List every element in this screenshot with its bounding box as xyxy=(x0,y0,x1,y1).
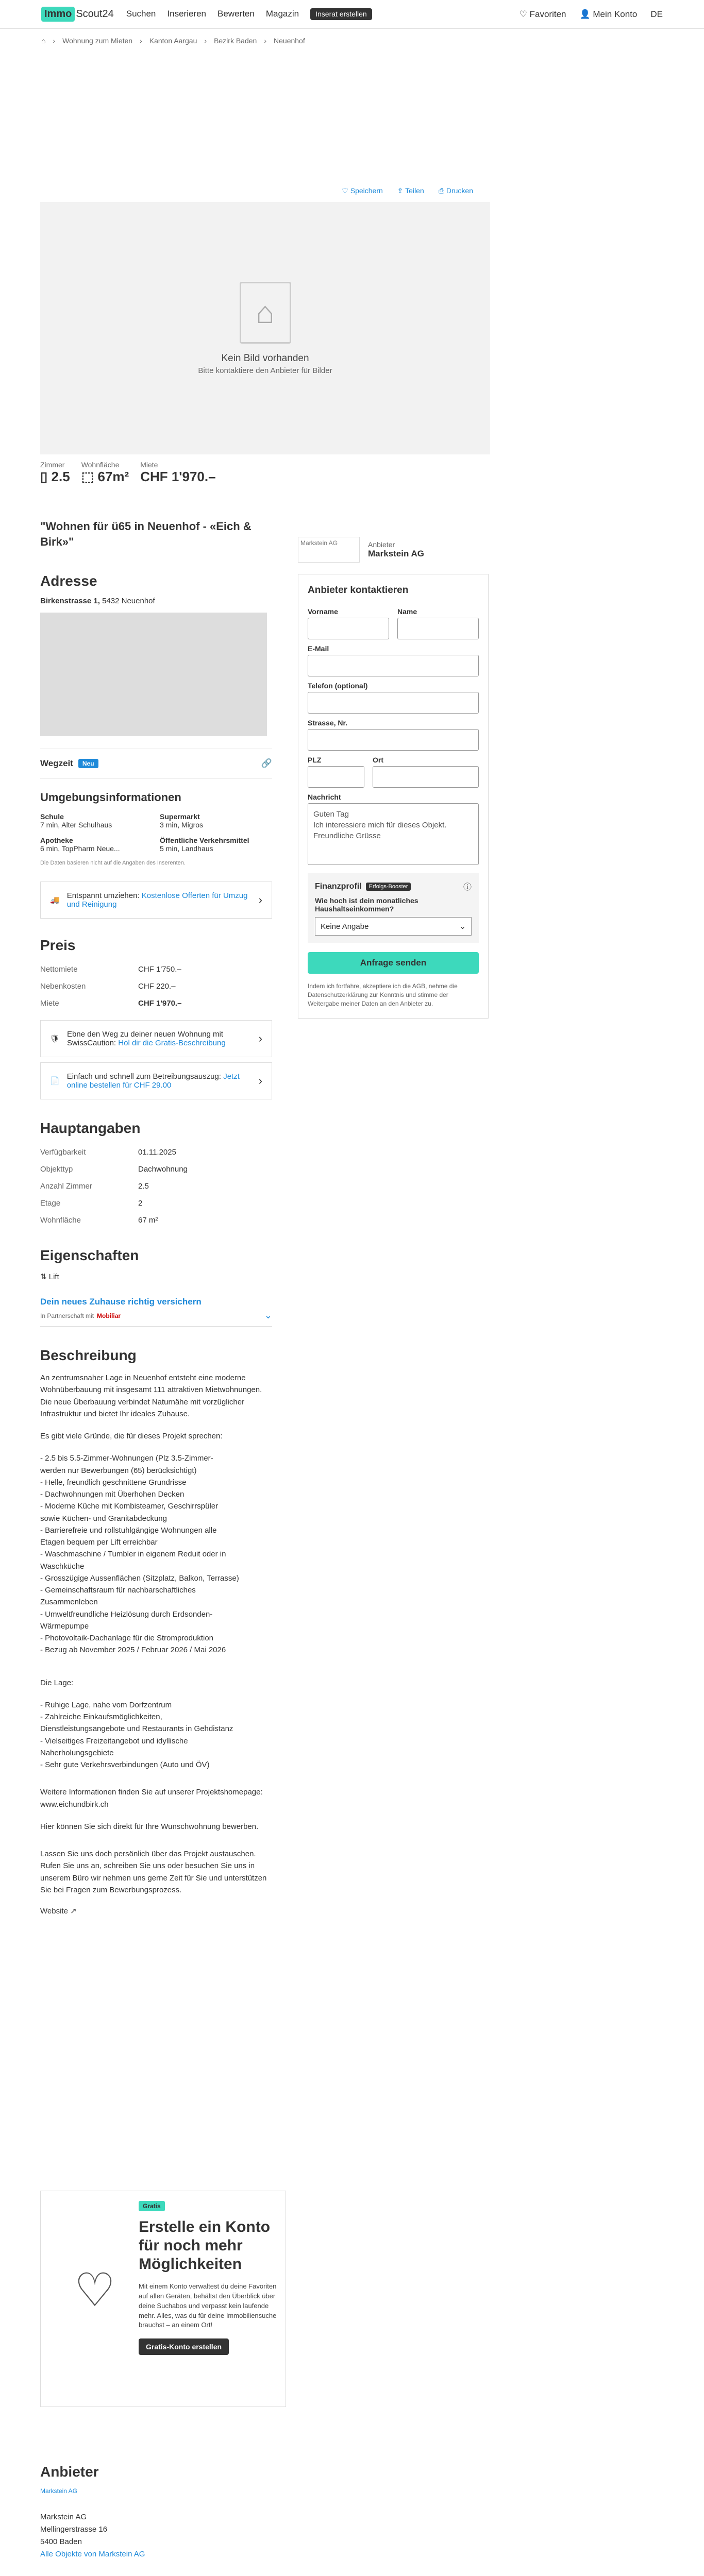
key-facts xyxy=(40,461,216,485)
feature-label: Lift xyxy=(48,1273,59,1281)
save-label: Speichern xyxy=(350,187,383,195)
street-input[interactable] xyxy=(308,729,479,751)
link-icon[interactable]: 🔗 xyxy=(261,758,272,768)
description-paragraph: Hier können Sie sich direkt für Ihre Wunschwohnung bewerben. xyxy=(40,1822,259,1831)
description-paragraph: Es gibt viele Gründe, die für dieses Projekt sprechen: xyxy=(40,1432,223,1440)
left-column xyxy=(40,573,272,1916)
promo-title: Erstelle ein Konto für noch mehr Möglichkeiten xyxy=(139,2218,271,2273)
details-key: Anzahl Zimmer xyxy=(40,1182,92,1191)
new-badge: Neu xyxy=(78,759,98,768)
debt-extract-link[interactable]: Jetzt online bestellen für CHF 29.00 xyxy=(66,1072,240,1090)
price-value: CHF 220.– xyxy=(138,982,176,991)
rooms-fact xyxy=(40,461,70,485)
house-placeholder-icon: ⌂ xyxy=(240,282,291,344)
surrounding-value: 6 min, TopPharm Neue... xyxy=(40,844,120,853)
details-value: 01.11.2025 xyxy=(138,1148,176,1157)
price-key: Nebenkosten xyxy=(40,982,86,991)
create-account-button[interactable]: Gratis-Konto erstellen xyxy=(139,2338,229,2355)
swisscaution-link[interactable]: Hol dir die Gratis-Beschreibung xyxy=(118,1039,226,1047)
surrounding-value: 7 min, Alter Schulhaus xyxy=(40,821,112,829)
top-header xyxy=(0,0,704,29)
provider-section xyxy=(40,2464,288,2576)
phone-input[interactable] xyxy=(308,692,479,714)
name-row xyxy=(308,602,479,639)
chevron-right-icon: › xyxy=(258,1074,262,1087)
description-list-line: - Grosszügige Aussenflächen (Sitzplatz, Balkon, Terrasse) xyxy=(40,1573,239,1583)
moving-link[interactable]: Kostenlose Offerten für Umzug und Reinigung xyxy=(66,891,248,909)
city-label: Ort xyxy=(373,756,383,764)
shield-icon: 🛡 xyxy=(50,1035,60,1043)
price-row xyxy=(40,995,272,1012)
document-icon: 📄 xyxy=(50,1077,60,1086)
details-key: Etage xyxy=(40,1199,61,1208)
provider-all-listings-link[interactable]: Alle Objekte von Markstein AG xyxy=(40,2550,145,2558)
last-name-input[interactable] xyxy=(397,618,479,639)
external-link-icon: ↗ xyxy=(70,1907,77,1916)
description-list-line: - Ruhige Lage, nahe vom Dorfzentrum xyxy=(40,1700,172,1709)
description-list-line: werden nur Bewerbungen (65) berücksichtigt) xyxy=(40,1466,197,1475)
description-list-line: - Bezug ab November 2025 / Februar 2026 / Mai 2026 xyxy=(40,1646,226,1655)
main-details-heading: Hauptangaben xyxy=(40,1120,141,1136)
details-key: Objekttyp xyxy=(40,1165,73,1174)
price-value: CHF 1'970.– xyxy=(138,999,182,1008)
swisscaution-card[interactable] xyxy=(40,1020,272,1057)
price-heading: Preis xyxy=(40,937,76,953)
breadcrumb-item[interactable]: Wohnung zum Mieten xyxy=(62,37,133,45)
favorites-link[interactable]: ♡ Favoriten xyxy=(519,9,566,19)
details-row xyxy=(40,1212,272,1229)
description-list xyxy=(40,1452,272,1656)
logo[interactable] xyxy=(41,7,114,22)
zip-label: PLZ xyxy=(308,756,322,764)
favorites-label: Favoriten xyxy=(529,9,566,19)
surrounding-value: 3 min, Migros xyxy=(160,821,204,829)
nav-search[interactable]: Suchen xyxy=(126,9,156,19)
zip-group xyxy=(308,751,364,788)
area-fact xyxy=(81,461,129,485)
last-name-group xyxy=(397,602,479,639)
zip-row xyxy=(308,751,479,788)
finance-header xyxy=(315,880,472,892)
header-right xyxy=(519,9,663,20)
details-value: 67 m² xyxy=(138,1216,158,1225)
surrounding-item xyxy=(40,812,153,829)
income-select[interactable] xyxy=(315,917,472,936)
details-key: Wohnfläche xyxy=(40,1216,81,1225)
last-name-label: Name xyxy=(397,607,417,616)
income-question: Wie hoch ist dein monatliches Haushaltseinkommen? xyxy=(315,896,418,913)
breadcrumb: ⌂ › Wohnung zum Mieten › Kanton Aargau › Bezirk Baden › Neuenhof xyxy=(41,37,305,45)
debt-extract-text-wrap xyxy=(67,1072,252,1090)
share-label: Teilen xyxy=(405,187,424,195)
description-list-line: Zusammenleben xyxy=(40,1598,98,1607)
description-list-line: - Sehr gute Verkehrsverbindungen (Auto und ÖV) xyxy=(40,1760,210,1769)
area-value-wrap xyxy=(81,469,129,485)
provider-city: 5400 Baden xyxy=(40,2537,82,2546)
account-link[interactable]: 👤 Mein Konto xyxy=(579,9,638,19)
email-input[interactable] xyxy=(308,655,479,676)
insurance-sub xyxy=(40,1310,272,1321)
insurance-partner: Mobiliar xyxy=(97,1312,121,1319)
provider-address xyxy=(40,2511,288,2561)
address-street: Birkenstrasse 1, xyxy=(40,597,100,605)
swisscaution-text: Ebne den Weg zu deiner neuen Wohnung mit SwissCaution: xyxy=(67,1030,224,1047)
listing-title: "Wohnen für ü65 in Neuenhof - «Eich & Birk»" xyxy=(40,520,252,548)
logo-box: Immo xyxy=(41,7,75,22)
surrounding-title: Supermarkt xyxy=(160,812,200,821)
share-button[interactable]: ⇪ Teilen xyxy=(397,187,424,195)
provider-logo[interactable]: Markstein AG xyxy=(40,2487,78,2495)
advertiser-name: Markstein AG xyxy=(368,549,424,558)
surrounding-item xyxy=(160,812,272,829)
chevron-down-icon: ⌄ xyxy=(459,922,466,931)
feature-item xyxy=(40,1272,272,1281)
description-list-line: - Umweltfreundliche Heizlösung durch Erdsonden- xyxy=(40,1609,213,1619)
moving-text-wrap xyxy=(67,891,252,909)
door-icon: ▯ xyxy=(40,469,52,484)
logo-text: Scout24 xyxy=(76,8,114,20)
details-row xyxy=(40,1195,272,1212)
nav-advertise[interactable]: Inserieren xyxy=(167,9,207,19)
price-key: Nettomiete xyxy=(40,965,78,974)
surroundings-grid xyxy=(40,812,272,853)
details-key: Verfügbarkeit xyxy=(40,1148,86,1157)
account-label: Mein Konto xyxy=(593,9,638,19)
nav-magazine[interactable]: Magazin xyxy=(265,9,299,19)
description-list-line: - 2.5 bis 5.5-Zimmer-Wohnungen (Plz 3.5-Zimmer- xyxy=(40,1454,213,1463)
main-details-table xyxy=(40,1144,272,1229)
description-list-line: Waschküche xyxy=(40,1562,85,1571)
description-list-line: Naherholungsgebiete xyxy=(40,1748,114,1757)
hands-heart-icon: ♡ xyxy=(74,2265,116,2316)
elevator-icon: ⇅ xyxy=(40,1273,49,1281)
insurance-sub-text: In Partnerschaft mit xyxy=(40,1312,94,1319)
description-list-line: - Zahlreiche Einkaufsmöglichkeiten, xyxy=(40,1713,162,1721)
description-list-line: sowie Küchen- und Granitabdeckung xyxy=(40,1514,167,1523)
debt-extract-card[interactable] xyxy=(40,1062,272,1099)
message-textarea[interactable]: Guten Tag Ich interessiere mich für dieses Objekt. Freundliche Grüsse xyxy=(308,803,479,865)
surrounding-item xyxy=(160,836,272,853)
website-label: Website xyxy=(40,1907,68,1916)
price-value: CHF 1'750.– xyxy=(138,965,181,974)
description-list-line: Dienstleistungsangebote und Restaurants in Gehdistanz xyxy=(40,1724,233,1734)
no-image-text: Kein Bild vorhanden xyxy=(221,352,309,364)
income-select-value: Keine Angabe xyxy=(321,922,369,931)
rent-label: Miete xyxy=(140,461,158,469)
right-column xyxy=(298,537,489,1019)
info-icon[interactable]: ⓘ xyxy=(463,883,472,892)
first-name-input[interactable] xyxy=(308,618,389,639)
address-text xyxy=(40,597,272,605)
print-button[interactable]: ⎙ Drucken xyxy=(438,187,473,195)
price-table xyxy=(40,961,272,1012)
main-nav xyxy=(126,8,372,20)
details-row xyxy=(40,1161,272,1178)
website-link[interactable] xyxy=(40,1906,272,1916)
breadcrumb-item[interactable]: Kanton Aargau xyxy=(149,37,197,45)
breadcrumb-item: Neuenhof xyxy=(274,37,305,45)
debt-extract-text: Einfach und schnell zum Betreibungsauszug: xyxy=(66,1072,222,1081)
home-icon[interactable]: ⌂ xyxy=(41,37,46,45)
description-list-line: Etagen bequem per Lift erreichbar xyxy=(40,1538,158,1547)
description-paragraph: Die Lage: xyxy=(40,1678,74,1687)
area-value: 67m² xyxy=(97,469,129,484)
surrounding-title: Apotheke xyxy=(40,836,73,844)
price-row xyxy=(40,978,272,995)
description-list-line: - Gemeinschaftsraum für nachbarschaftliches xyxy=(40,1586,196,1595)
surrounding-value: 5 min, Landhaus xyxy=(160,844,213,853)
moving-card[interactable] xyxy=(40,882,272,919)
area-label: Wohnfläche xyxy=(81,461,120,469)
main-content xyxy=(40,53,664,2576)
description-list-line: - Helle, freundlich geschnittene Grundrisse xyxy=(40,1478,187,1487)
description-list-line: Wärmepumpe xyxy=(40,1621,89,1631)
travel-time[interactable] xyxy=(40,754,272,773)
street-label: Strasse, Nr. xyxy=(308,719,348,727)
surrounding-title: Öffentliche Verkehrsmittel xyxy=(160,836,249,844)
insurance-banner[interactable] xyxy=(40,1297,272,1327)
description-list-line: - Waschmaschine / Tumbler in eigenem Reduit oder in xyxy=(40,1550,226,1559)
promo-content xyxy=(139,2201,278,2355)
privacy-note: Indem ich fortfahre, akzeptiere ich die AGB, nehme die Datenschutzerklärung zur Kenntnis und stimme der Weitergabe meiner Daten an den Anbieter zu. xyxy=(308,982,458,1007)
advertiser-label: Anbieter xyxy=(368,540,395,549)
finance-title: Finanzprofil xyxy=(315,882,362,891)
first-name-group xyxy=(308,602,389,639)
provider-name: Markstein AG xyxy=(40,2513,87,2521)
description-paragraph: Weitere Informationen finden Sie auf unserer Projektshomepage: www.eichundbirk.ch xyxy=(40,1788,263,1809)
contact-form xyxy=(298,574,489,1019)
advertiser-logo[interactable]: Markstein AG xyxy=(298,537,360,563)
breadcrumb-item[interactable]: Bezirk Baden xyxy=(214,37,257,45)
account-promo xyxy=(40,2191,286,2407)
rooms-value: 2.5 xyxy=(51,469,70,484)
chevron-down-icon[interactable]: ⌄ xyxy=(264,1310,272,1320)
rent-value: CHF 1'970.– xyxy=(140,469,216,484)
description-list-line: - Vielseitiges Freizeitangebot und idyllische xyxy=(40,1736,188,1745)
description-paragraph: Lassen Sie uns doch persönlich über das Projekt austauschen. Rufen Sie uns an, schreiben Sie uns oder besuchen Sie uns in unserem Büro wir nehmen uns gerne Zeit für Sie und unterstützen Sie bei Fragen zum Bewerbungsprozess. xyxy=(40,1850,267,1894)
area-icon: ⬚ xyxy=(81,469,98,484)
details-value: Dachwohnung xyxy=(138,1165,188,1174)
image-gallery[interactable] xyxy=(40,202,490,454)
insurance-title[interactable]: Dein neues Zuhause richtig versichern xyxy=(40,1297,202,1307)
description-paragraph: An zentrumsnaher Lage in Neuenhof entsteht eine moderne Wohnüberbauung mit insgesamt 111 attraktiven Mietwohnungen. Die neue Überbauung verbindet Naturnähe mit vorzüglicher Infrastruktur und bietet Ihr ideales Zuhause. xyxy=(40,1374,262,1418)
print-label: Drucken xyxy=(446,187,473,195)
truck-icon: 🚚 xyxy=(50,896,60,905)
listing-actions xyxy=(342,187,473,195)
details-value: 2.5 xyxy=(138,1182,149,1191)
description-heading: Beschreibung xyxy=(40,1347,137,1363)
promo-text: Mit einem Konto verwaltest du deine Favoriten auf allen Geräten, behältst den Überblick über deine Suchabos und verpasst kein laufende mehr. Alles, was du für deine Immobiliensuche brauchst – an einem Ort! xyxy=(139,2282,277,2329)
address-city: 5432 Neuenhof xyxy=(102,597,155,605)
language-select[interactable]: DE xyxy=(650,9,663,19)
zip-input[interactable] xyxy=(308,766,364,788)
description-list xyxy=(40,1699,272,1771)
finance-profile xyxy=(308,873,479,943)
description-list-line: - Moderne Küche mit Kombisteamer, Geschirrspüler xyxy=(40,1502,219,1511)
message-label: Nachricht xyxy=(308,793,341,801)
surroundings-note: Die Daten basieren nicht auf die Angaben des Inserenten. xyxy=(40,860,186,866)
success-badge: Erfolgs-Booster xyxy=(366,883,411,891)
city-group xyxy=(373,751,479,788)
advertiser-info xyxy=(368,540,424,559)
free-badge: Gratis xyxy=(139,2201,165,2211)
provider-heading: Anbieter xyxy=(40,2464,99,2480)
rooms-value-wrap xyxy=(40,469,70,485)
rooms-label: Zimmer xyxy=(40,461,65,469)
city-input[interactable] xyxy=(373,766,479,788)
nav-evaluate[interactable]: Bewerten xyxy=(217,9,255,19)
save-button[interactable]: ♡ Speichern xyxy=(342,187,383,195)
swisscaution-text-wrap xyxy=(67,1030,252,1047)
form-title: Anbieter kontaktieren xyxy=(308,585,409,596)
email-label: E-Mail xyxy=(308,645,329,653)
chevron-right-icon: › xyxy=(258,893,262,906)
surrounding-item xyxy=(40,836,153,853)
map[interactable] xyxy=(40,613,267,736)
description-list-line: - Dachwohnungen mit Überhohen Decken xyxy=(40,1490,185,1499)
chevron-right-icon: › xyxy=(258,1032,262,1045)
surroundings-heading: Umgebungsinformationen xyxy=(40,791,181,804)
provider-street: Mellingerstrasse 16 xyxy=(40,2525,108,2534)
rent-fact xyxy=(140,461,215,485)
travel-time-label: Wegzeit xyxy=(40,758,73,768)
create-listing-button[interactable]: Inserat erstellen xyxy=(310,8,372,20)
moving-text: Entspannt umziehen: xyxy=(66,891,140,900)
details-value: 2 xyxy=(138,1199,143,1208)
price-row xyxy=(40,961,272,978)
no-image-note: Bitte kontaktiere den Anbieter für Bilder xyxy=(198,366,332,375)
phone-label: Telefon (optional) xyxy=(308,682,368,690)
advertiser-box xyxy=(298,537,489,563)
price-key: Miete xyxy=(40,999,59,1008)
surrounding-title: Schule xyxy=(40,812,64,821)
details-row xyxy=(40,1144,272,1161)
description-list-line: - Photovoltaik-Dachanlage für die Stromproduktion xyxy=(40,1634,214,1642)
description-body xyxy=(40,1372,272,1916)
details-row xyxy=(40,1178,272,1195)
send-request-button[interactable]: Anfrage senden xyxy=(308,952,479,974)
features-heading: Eigenschaften xyxy=(40,1247,139,1263)
first-name-label: Vorname xyxy=(308,607,338,616)
address-heading: Adresse xyxy=(40,573,97,589)
description-list-line: - Barrierefreie und rollstuhlgängige Wohnungen alle xyxy=(40,1526,217,1535)
